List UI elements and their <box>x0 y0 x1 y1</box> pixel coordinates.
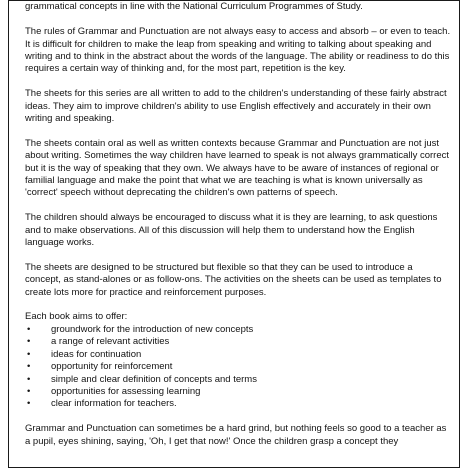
intro-paragraph <box>25 0 451 14</box>
paragraph-rules: The rules of Grammar and Punctuation are not always easy to access and absorb – or even to teach. It is difficult for children to make the leap from speaking and writing to talking about speaking and writing and to think in the abstract about the words of the language. The ability or readiness to do this requires a certain way of thinking and, for the most part, repetition is the key. <box>25 26 451 75</box>
aims-intro: Each book aims to offer: <box>25 311 128 323</box>
aims-list-item: • a range of relevant activities <box>25 336 451 348</box>
paragraph-closing: Grammar and Punctuation can sometimes be a hard grind, but nothing feels so good to a teacher as a pupil, eyes shining, saying, 'Oh, I get that now!' Once the children grasp a concept they <box>25 423 447 447</box>
aims-list-item: • opportunities for assessing learning <box>25 386 451 398</box>
document-page <box>8 0 460 468</box>
aims-list-item: • simple and clear definition of concepts and terms <box>25 374 451 386</box>
paragraph-sheets-purpose: The sheets for this series are all written to add to the children's understanding of these fairly abstract ideas. They aim to improve children's ability to use English effectively and accurately in their own writing and speaking. <box>25 88 447 125</box>
paragraph-oral-contexts: The sheets contain oral as well as written contexts because Grammar and Punctuation are not just about writing. Sometimes the way children have learned to speak is not always grammatically correct but it is the way of speaking that they own. We always have to be aware of instances of regional or familial language and make the point that what we are teaching is what is known universally as 'correct' speech without deprecating the children's own patterns of speech. <box>25 137 449 199</box>
intro-text: grammatical concepts in line with the National Curriculum Programmes of Study. <box>25 1 363 13</box>
paragraph-structure: The sheets are designed to be structured but flexible so that they can be used to introduce a concept, as stand-alones or as follow-ons. The activities on the sheets can be used as templates to create lots more for practice and reinforcement purposes. <box>25 261 442 298</box>
aims-list <box>25 324 451 411</box>
aims-list-item: • opportunity for reinforcement <box>25 361 451 373</box>
aims-list-item: • groundwork for the introduction of new concepts <box>25 324 451 336</box>
aims-list-item: • ideas for continuation <box>25 349 451 361</box>
paragraph-discussion: The children should always be encouraged to discuss what it is they are learning, to ask questions and to make observations. All of this discussion will help them to understand how the English language works. <box>25 212 438 249</box>
aims-list-item: • clear information for teachers. <box>25 398 451 410</box>
document-body <box>25 0 451 460</box>
